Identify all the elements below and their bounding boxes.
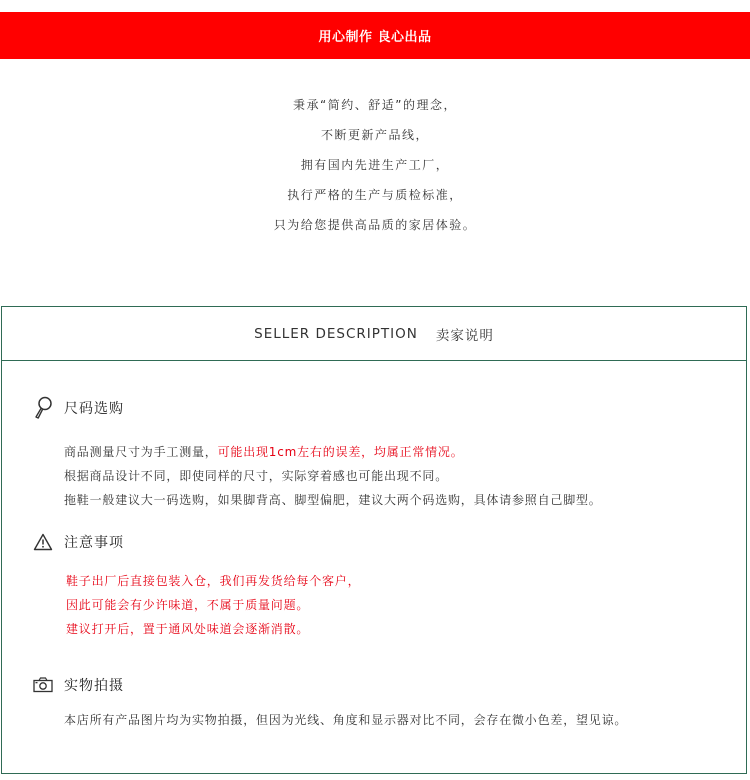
size-line-2: 根据商品设计不同，即使同样的尺寸，实际穿着感也可能出现不同。	[64, 469, 449, 483]
size-text	[64, 440, 602, 512]
size-line-1-normal: 商品测量尺寸为手工测量，	[64, 445, 218, 459]
philosophy-line: 执行严格的生产与质检标准，	[287, 188, 463, 202]
magnifier-icon	[32, 397, 54, 419]
top-banner	[0, 12, 750, 59]
photo-title: 实物拍摄	[64, 678, 124, 694]
brand-philosophy	[0, 90, 750, 240]
size-title: 尺码选购	[64, 401, 124, 417]
photo-section-title	[32, 674, 124, 696]
philosophy-line: 只为给您提供高品质的家居体验。	[273, 218, 477, 232]
size-line-1-highlight: 可能出现1cm左右的误差，均属正常情况。	[217, 445, 464, 459]
philosophy-line: 秉承“简约、舒适”的理念，	[293, 98, 457, 112]
notice-text	[66, 569, 360, 641]
size-line-1	[64, 440, 602, 464]
notice-title: 注意事项	[64, 535, 124, 551]
warning-icon	[32, 531, 54, 553]
notice-line: 建议打开后，置于通风处味道会逐渐消散。	[66, 622, 310, 636]
seller-description-header	[2, 307, 746, 361]
seller-title-cn: 卖家说明	[435, 327, 494, 344]
size-line-3: 拖鞋一般建议大一码选购，如果脚背高、脚型偏肥，建议大两个码选购，具体请参照自己脚型。	[64, 493, 602, 507]
photo-line: 本店所有产品图片均为实物拍摄，但因为光线、角度和显示器对比不同，会存在微小色差，望见谅。	[64, 713, 628, 727]
philosophy-line: 不断更新产品线，	[320, 128, 429, 142]
size-section-title	[32, 397, 124, 419]
philosophy-line: 拥有国内先进生产工厂，	[300, 158, 450, 172]
seller-title-en: SELLER DESCRIPTION	[254, 325, 418, 342]
camera-icon	[32, 674, 54, 696]
notice-line: 鞋子出厂后直接包装入仓，我们再发货给每个客户，	[66, 574, 361, 588]
seller-description-card	[1, 306, 747, 774]
banner-text: 用心制作 良心出品	[318, 30, 432, 45]
notice-section-title	[32, 531, 124, 553]
notice-line: 因此可能会有少许味道，不属于质量问题。	[66, 598, 310, 612]
